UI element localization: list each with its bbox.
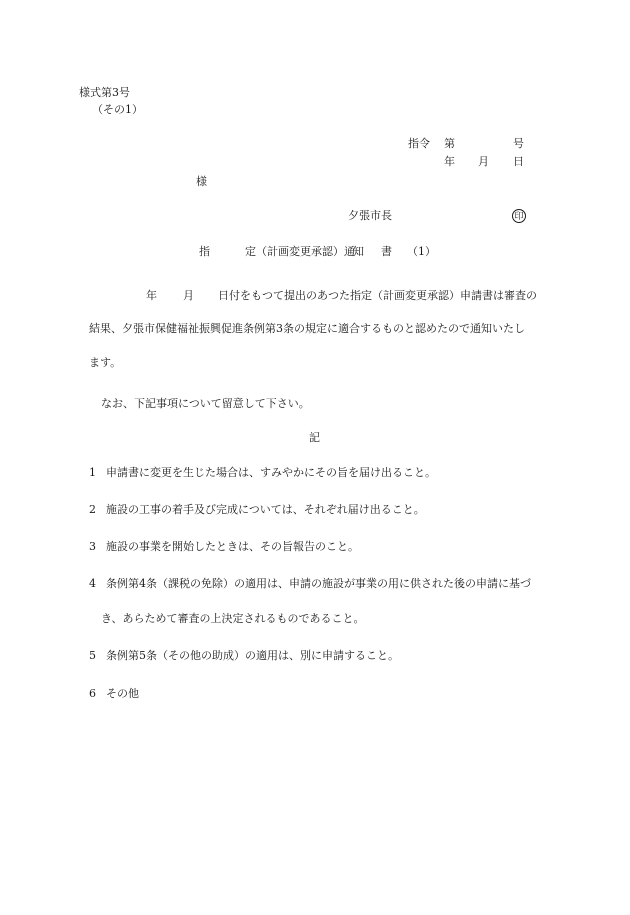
directive-go: 号 [513,137,524,150]
item-number: 3 [89,540,96,553]
title-part-2: 定（計画変更承認）通 [245,245,355,258]
seal-mark: 印 [512,209,526,223]
item-text: 申請書に変更を生じた場合は、すみやかにその旨を届け出ること。 [106,466,436,479]
title-part-3: 知 [353,245,364,258]
item-text: 条例第4条（課税の免除）の適用は、申請の施設が事業の用に供された後の申請に基づ [106,577,531,590]
item-text-continuation: き、あらためて審査の上決定されるものであること。 [101,612,365,625]
item-number: 2 [89,503,96,516]
addressee-suffix: 様 [196,175,207,188]
date-day: 日 [513,155,524,168]
body-line-2: 結果、夕張市保健福祉振興促進条例第3条の規定に適合するものと認めたので通知いたし [89,322,525,335]
directive-label: 指令 [408,137,430,150]
item-text: その他 [106,687,139,700]
directive-dai: 第 [444,137,455,150]
title-part-1: 指 [199,245,210,258]
form-sub-number: （その1） [92,103,143,116]
body-line-4: なお、下記事項について留意して下さい。 [101,397,310,410]
item-text: 施設の事業を開始したときは、その旨報告のこと。 [106,540,359,553]
item-text: 条例第5条（その他の助成）の適用は、別に申請すること。 [106,649,399,662]
date-month: 月 [478,155,489,168]
body-year: 年 [146,289,157,302]
form-number: 様式第3号 [79,86,130,99]
issuer: 夕張市長 [348,209,392,222]
item-number: 6 [89,687,96,700]
item-number: 4 [89,577,96,590]
body-line-1: 日付をもつて提出のあつた指定（計画変更承認）申請書は審査の [218,289,537,302]
title-part-5: （1） [407,245,436,258]
item-number: 5 [89,649,96,662]
body-month: 月 [183,289,194,302]
body-line-3: ます。 [89,356,122,369]
item-number: 1 [89,466,96,479]
ki-heading: 記 [309,431,320,444]
title-part-4: 書 [381,245,392,258]
date-year: 年 [444,155,455,168]
item-text: 施設の工事の着手及び完成については、それぞれ届け出ること。 [106,503,425,516]
